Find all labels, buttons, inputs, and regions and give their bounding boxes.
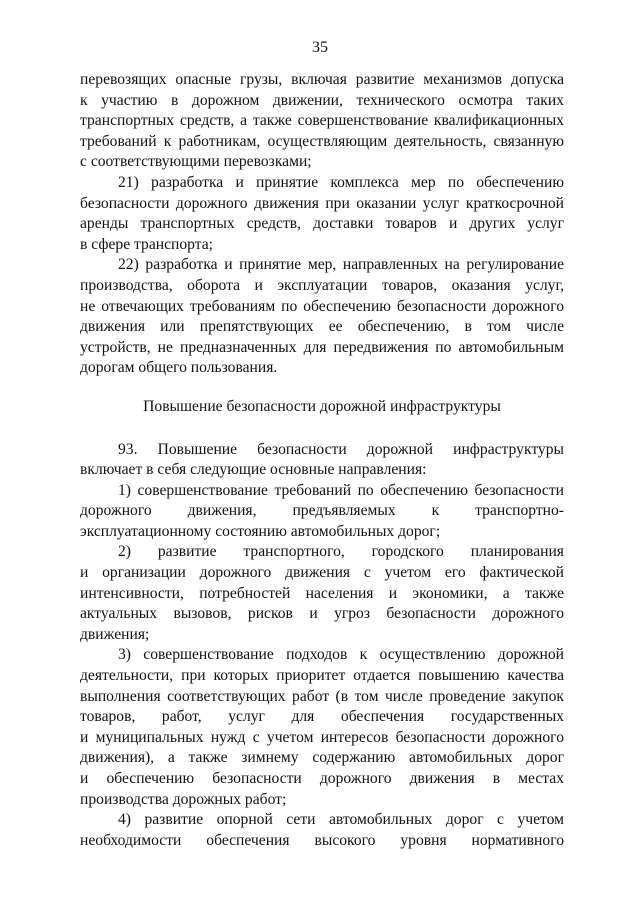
document-body [80,70,564,851]
text-line: необходимости обеспечения высокого уровня нормативного [80,831,564,849]
list-item-2 [80,542,564,645]
text-line: перевозящих опасные грузы, включая развитие механизмов допуска [80,71,564,88]
text-line: дорогам общего пользования. [80,359,278,377]
spacer [80,418,564,440]
text-line: 1) совершенствование требований по обеспечению безопасности [118,481,564,499]
spacer [80,379,564,397]
page-number: 35 [312,39,328,56]
paragraph-93 [80,440,564,481]
text-line: включает в себя следующие основные направления: [80,461,427,479]
text-line: товаров, работ, услуг для обеспечения государственных [80,708,564,726]
text-line: эксплуатационному состоянию автомобильных дорог; [80,522,441,540]
text-line: 22) разработка и принятие мер, направленных на регулирование [118,256,564,274]
text-line: движения), а также зимнему содержанию автомобильных дорог [80,749,564,767]
text-line: производства, оборота и эксплуатации товаров, оказания услуг, [80,276,564,294]
text-line: 4) развитие опорной сети автомобильных дорог с учетом [118,811,564,829]
section-title: Повышение безопасности дорожной инфраструктуры [143,397,501,415]
text-line: 21) разработка и принятие комплекса мер по обеспечению [118,173,564,191]
text-line: и муниципальных нужд с учетом интересов безопасности дорожного [80,728,564,746]
list-item-4 [80,810,564,851]
text-line: и организации дорожного движения с учетом его фактической [80,564,564,582]
list-item-1 [80,481,564,543]
text-line: 3) совершенствование подходов к осуществлению дорожной [118,646,564,664]
text-line: требований к работникам, осуществляющим деятельность, связанную [80,132,564,150]
text-line: и обеспечению безопасности дорожного движения в местах [80,770,564,787]
text-line: производства дорожных работ; [80,790,287,808]
text-line: с соответствующими перевозками; [80,153,312,171]
text-line: актуальных вызовов, рисков и угроз безопасности дорожного [80,605,564,623]
text-line: аренды транспортных средств, доставки товаров и других услуг [80,215,564,233]
text-line: в сфере транспорта; [80,235,213,253]
text-line: выполнения соответствующих работ (в том числе проведение закупок [80,687,564,705]
text-line: интенсивности, потребностей населения и экономики, а также [80,584,564,602]
list-item-21 [80,173,564,255]
text-line: транспортных средств, а также совершенствование квалификационных [80,112,564,130]
text-line: движения или препятствующих ее обеспечению, в том числе [80,318,564,336]
continuation-paragraph [80,70,564,173]
text-line: 2) развитие транспортного, городского планирования [118,543,564,561]
text-line: дорожного движения, предъявляемых к транспортно- [80,502,564,520]
text-line: движения; [80,625,150,643]
list-item-3 [80,645,564,810]
list-item-22 [80,255,564,379]
text-line: 93. Повышение безопасности дорожной инфраструктуры [118,440,564,458]
text-line: к участию в дорожном движении, технического осмотра таких [80,91,564,109]
text-line: безопасности дорожного движения при оказании услуг краткосрочной [80,194,564,212]
text-line: деятельности, при которых приоритет отдается повышению качества [80,667,564,685]
text-line: не отвечающих требованиям по обеспечению безопасности дорожного [80,297,564,315]
text-line: устройств, не предназначенных для передвижения по автомобильным [80,338,564,356]
